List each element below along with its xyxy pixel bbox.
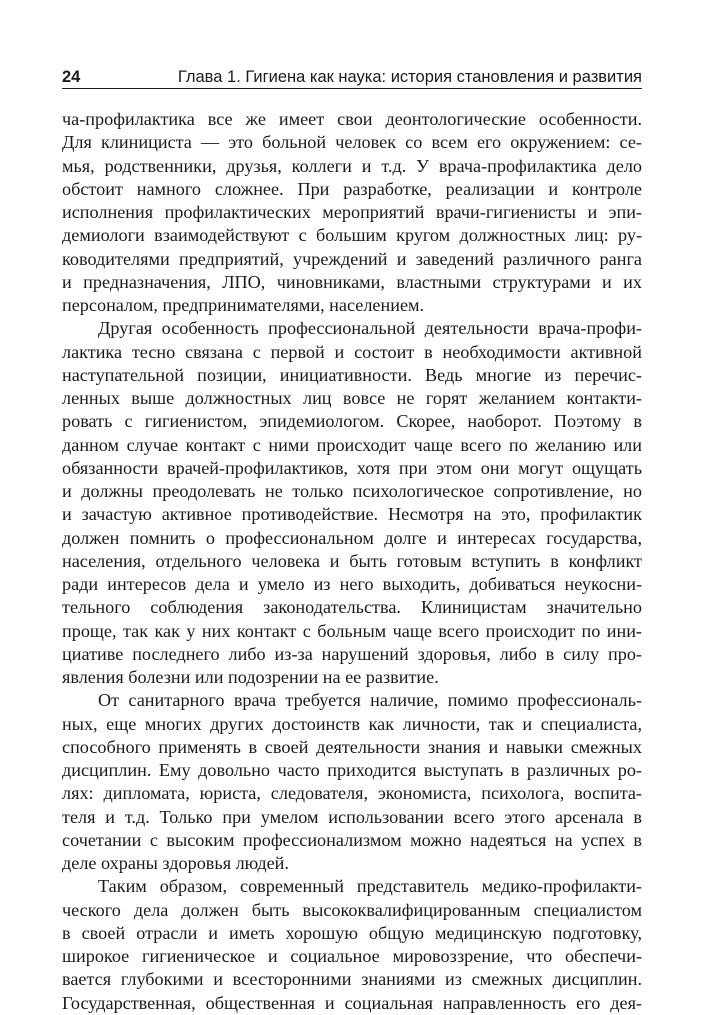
text-line: Для клинициста — это больной человек со всем его окружением: се-	[62, 132, 642, 153]
text-line: в своей отрасли и иметь хорошую общую медицинскую подготовку,	[62, 922, 642, 943]
text-line: теля и т.д. Только при умелом использовании всего этого арсенала в	[62, 806, 642, 827]
text-line: лактика тесно связана с первой и состоит в необходимости активной	[62, 341, 642, 362]
paragraph-start: От санитарного врача требуется наличие, помимо профессиональ-	[98, 690, 642, 711]
text-line: проще, так как у них контакт с больным чаще всего происходит по ини-	[62, 620, 642, 641]
text-line: тельного соблюдения законодательства. Клиницистам значительно	[62, 597, 642, 618]
text-line: вается глубокими и всесторонними знаниями из смежных дисциплин.	[62, 969, 642, 990]
text-line: ческого дела должен быть высококвалифицированным специалистом	[62, 899, 642, 920]
text-line: и зачастую активное противодействие. Несмотря на это, профилактик	[62, 504, 642, 525]
text-line: ных, еще многих других достоинств как личности, так и специалиста,	[62, 713, 642, 734]
text-line: персоналом, предпринимателями, населением.	[62, 295, 425, 315]
text-line: данном случае контакт с ними происходит чаще всего по желанию или	[62, 434, 642, 455]
text-line: деле охраны здоровья людей.	[62, 853, 289, 873]
text-line: исполнения профилактических мероприятий врачи-гигиенисты и эпи-	[62, 202, 642, 222]
text-line: ровать с гигиенистом, эпидемиологом. Скорее, наоборот. Поэтому в	[62, 411, 642, 432]
paragraph-start: Таким образом, современный представитель медико-профилакти-	[98, 876, 642, 897]
text-line: населения, отдельного человека и быть готовым вступить в конфликт	[62, 550, 642, 571]
running-header	[62, 66, 642, 89]
text-line: дисциплин. Ему довольно часто приходится выступать в различных ро-	[62, 760, 642, 780]
text-line: ради интересов дела и умело из него выходить, добиваться неукосни-	[62, 574, 642, 594]
text-line: циативе последнего либо из-за нарушений здоровья, либо в силу про-	[62, 643, 642, 664]
text-line: обстоит намного сложнее. При разработке, реализации и контроле	[62, 178, 642, 199]
text-line: способного применять в своей деятельности знания и навыки смежных	[62, 736, 642, 757]
text-line: ководителями предприятий, учреждений и заведений различного ранга	[62, 248, 642, 269]
text-line: мья, родственники, друзья, коллеги и т.д. У врача-профилактика дело	[62, 155, 642, 176]
text-line: сочетании с высоким профессионализмом можно надеяться на успех в	[62, 829, 642, 850]
text-line: лях: дипломата, юриста, следователя, экономиста, психолога, воспита-	[62, 783, 642, 804]
text-line: наступательной позиции, инициативности. Ведь многие из перечис-	[62, 364, 642, 385]
page-number: 24	[62, 68, 81, 86]
paragraph-start: Другая особенность профессиональной деятельности врача-профи-	[98, 318, 642, 339]
text-line: явления болезни или подозрении на ее развитие.	[62, 667, 439, 687]
text-line: демиологи взаимодействуют с большим кругом должностных лиц: ру-	[62, 225, 642, 246]
text-line: Государственная, общественная и социальная направленность его дея-	[62, 992, 642, 1013]
text-line: ленных выше должностных лиц вовсе не горят желанием контакти-	[62, 388, 642, 408]
text-line: и предназначения, ЛПО, чиновниками, властными структурами и их	[62, 271, 642, 292]
running-title: Глава 1. Гигиена как наука: история становления и развития	[177, 68, 642, 86]
text-line: широкое гигиеническое и социальное мировоззрение, что обеспечи-	[62, 946, 642, 966]
body-text	[62, 108, 642, 1015]
text-line: ча-профилактика все же имеет свои деонтологические особенности.	[62, 109, 642, 129]
text-line: обязанности врачей-профилактиков, хотя при этом они могут ощущать	[62, 457, 642, 478]
text-line: должен помнить о профессиональном долге и интересах государства,	[62, 527, 642, 548]
text-line: и должны преодолевать не только психологическое сопротивление, но	[62, 481, 642, 501]
